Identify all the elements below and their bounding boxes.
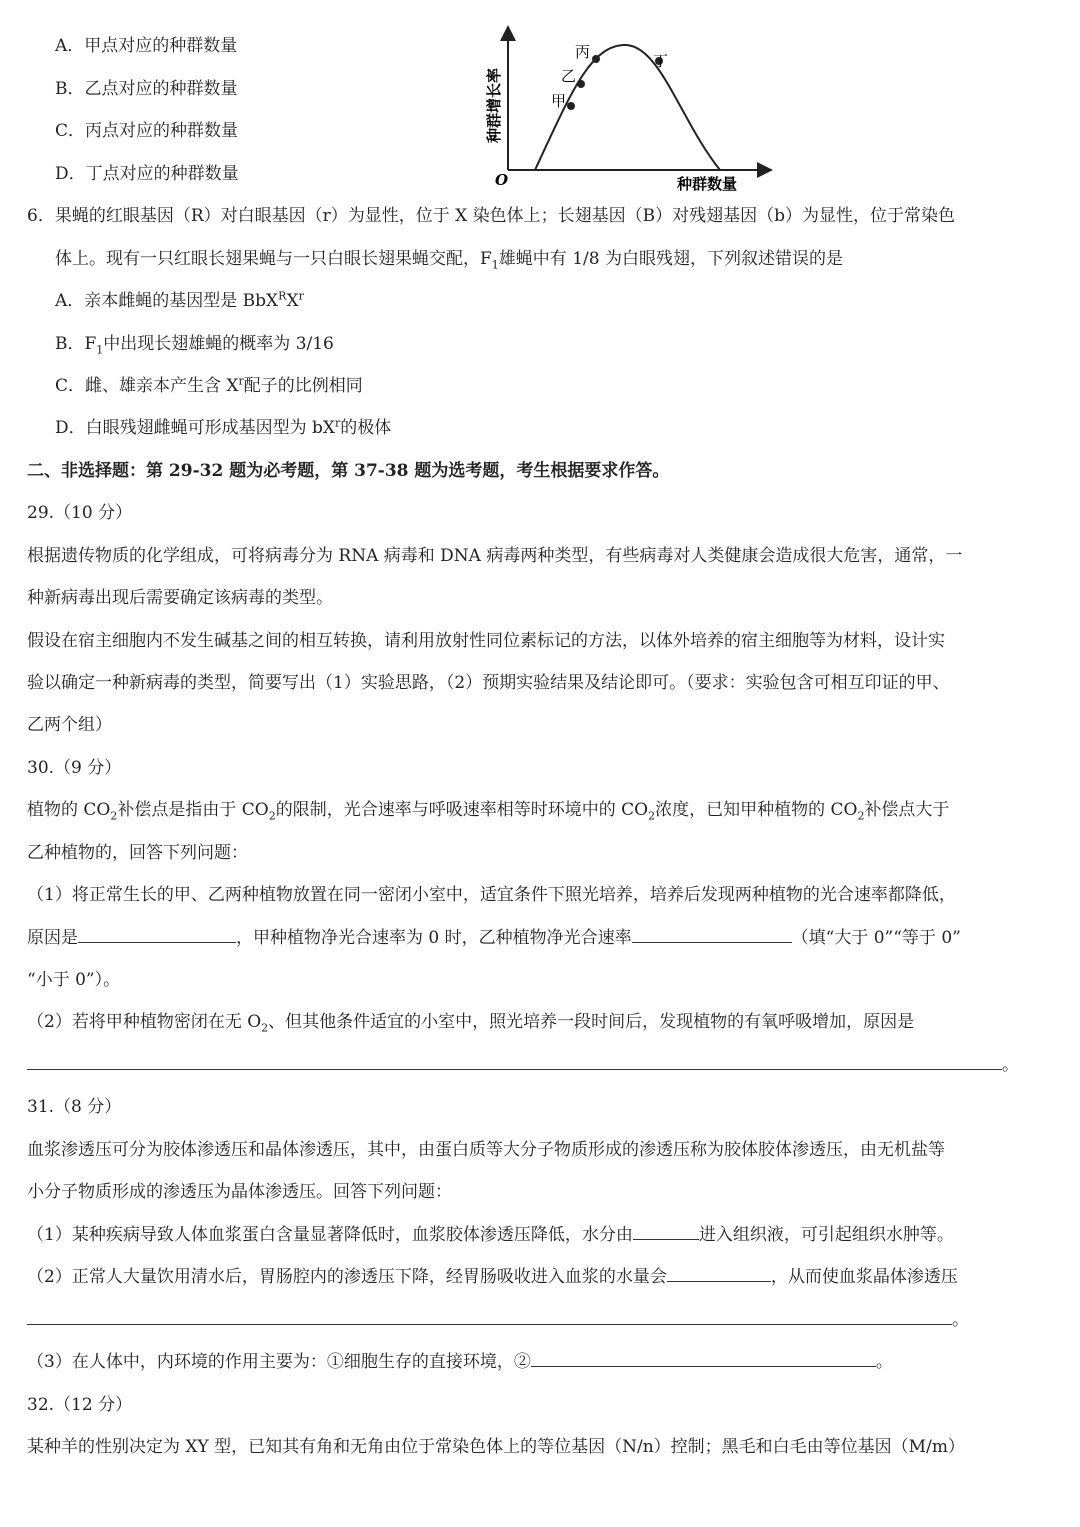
q31-part1: （1）某种疾病导致人体血浆蛋白含量显著降低时，血浆胶体渗透压降低，水分由 进入组织液，可引起组织水肿等。: [27, 1225, 954, 1245]
q30-line1: 植物的 $CO_2$补偿点是指由于 $CO_2$的限制，光合速率与呼吸速率相等时环境中的 $CO_2$浓度，已知甲种植物的 $CO_2$补偿点大于: [27, 800, 950, 823]
origin-label: O: [495, 171, 509, 189]
q5-option-b: B．乙点对应的种群数量: [55, 79, 238, 99]
answer-blank-q31-1[interactable]: [633, 1223, 699, 1240]
population-growth-diagram: [475, 25, 775, 200]
label-yi: 乙: [561, 67, 577, 85]
answer-blank-q30-3[interactable]: [27, 1053, 1002, 1070]
q5-option-a: A．甲点对应的种群数量: [55, 36, 238, 56]
y-axis-label: 种群增长率: [485, 67, 503, 143]
q30-part2-line1: （2）若将甲种植物密闭在无 $O_2$、但其他条件适宜的小室中，照光培养一段时间后，发现植物的有氧呼吸增加，原因是: [27, 1012, 915, 1035]
answer-blank-q31-4[interactable]: [531, 1350, 876, 1367]
label-bing: 丙: [575, 43, 591, 61]
q31-part2-line1: （2）正常人大量饮用清水后，胃肠腔内的渗透压下降，经胃肠吸收进入血浆的水量会 ，从而使血浆晶体渗透压: [27, 1267, 958, 1287]
label-ding: 丁: [653, 52, 669, 70]
q29-line2: 种新病毒出现后需要确定该病毒的类型。: [27, 588, 333, 608]
q5-option-c: C．丙点对应的种群数量: [55, 121, 239, 141]
q6-option-d: D．白眼残翅雌蝇可形成基因型为 $bX^r$的极体: [55, 416, 392, 438]
q6-option-b: B．$F_1$中出现长翅雄蝇的概率为 3/16: [55, 334, 334, 357]
q30-part1-line1: （1）将正常生长的甲、乙两种植物放置在同一密闭小室中，适宜条件下照光培养，培养后发现两种植物的光合速率都降低，: [27, 885, 956, 905]
q30-part2-line2: 。: [27, 1053, 1019, 1077]
q29-line1: 根据遗传物质的化学组成，可将病毒分为 RNA 病毒和 DNA 病毒两种类型，有些病毒对人类健康会造成很大危害，通常，一: [27, 546, 963, 566]
q6-stem-line1: 6．果蝇的红眼基因（R）对白眼基因（r）为显性，位于 X 染色体上；长翅基因（B）对残翅基因（b）为显性，位于常染色: [27, 206, 956, 226]
point-yi: [577, 80, 585, 88]
answer-blank-q30-2[interactable]: [632, 926, 792, 943]
label-jia: 甲: [551, 92, 567, 110]
q31-part3: （3）在人体中，内环境的作用主要为：①细胞生存的直接环境，② 。: [27, 1352, 893, 1372]
q31-line1: 血浆渗透压可分为胶体渗透压和晶体渗透压，其中，由蛋白质等大分子物质形成的渗透压称为胶体胶体渗透压，由无机盐等: [27, 1140, 945, 1160]
section-heading: 二、非选择题：第 29-32 题为必考题，第 37-38 题为选考题，考生根据要求作答。: [27, 461, 670, 481]
q31-line2: 小分子物质形成的渗透压为晶体渗透压。回答下列问题：: [27, 1182, 452, 1202]
q32-title: 32.（12 分）: [27, 1395, 133, 1415]
x-axis-label: 种群数量: [677, 175, 738, 193]
q29-line5: 乙两个组）: [27, 715, 112, 735]
q6-stem-line2: 体上。现有一只红眼长翅果蝇与一只白眼长翅果蝇交配，$F_1$雄蝇中有 1/8 为白眼残翅，下列叙述错误的是: [55, 249, 843, 272]
q30-line2: 乙种植物的，回答下列问题：: [27, 843, 248, 863]
q6-option-c: C．雌、雄亲本产生含 $X^r$配子的比例相同: [55, 374, 363, 396]
q5-option-d: D．丁点对应的种群数量: [55, 164, 239, 184]
q30-part1-line2: 原因是 ，甲种植物净光合速率为 0 时，乙种植物净光合速率 （填“大于 0”“等于 0”: [27, 928, 961, 948]
q31-title: 31.（8 分）: [27, 1097, 122, 1117]
q29-line3: 假设在宿主细胞内不发生碱基之间的相互转换，请利用放射性同位素标记的方法，以体外培养的宿主细胞等为材料，设计实: [27, 631, 945, 651]
q29-title: 29.（10 分）: [27, 503, 133, 523]
answer-blank-q31-2[interactable]: [667, 1265, 771, 1282]
answer-blank-q31-3[interactable]: [27, 1308, 952, 1325]
q31-part2-line2: 。: [27, 1308, 969, 1332]
point-jia: [567, 102, 575, 110]
answer-blank-q30-1[interactable]: [78, 926, 236, 943]
q30-title: 30.（9 分）: [27, 758, 122, 778]
q30-part1-line3: “小于 0”）。: [27, 970, 121, 990]
point-bing: [592, 55, 600, 63]
q29-line4: 验以确定一种新病毒的类型，简要写出（1）实验思路，（2）预期实验结果及结论即可。（要求：实验包含可相互印证的甲、: [27, 673, 950, 693]
q32-line1: 某种羊的性别决定为 XY 型，已知其有角和无角由位于常染色体上的等位基因（N/n）控制；黑毛和白毛由等位基因（M/m）: [27, 1437, 965, 1457]
q6-option-a: A．亲本雌蝇的基因型是 $BbX^RX^r$: [55, 289, 304, 311]
